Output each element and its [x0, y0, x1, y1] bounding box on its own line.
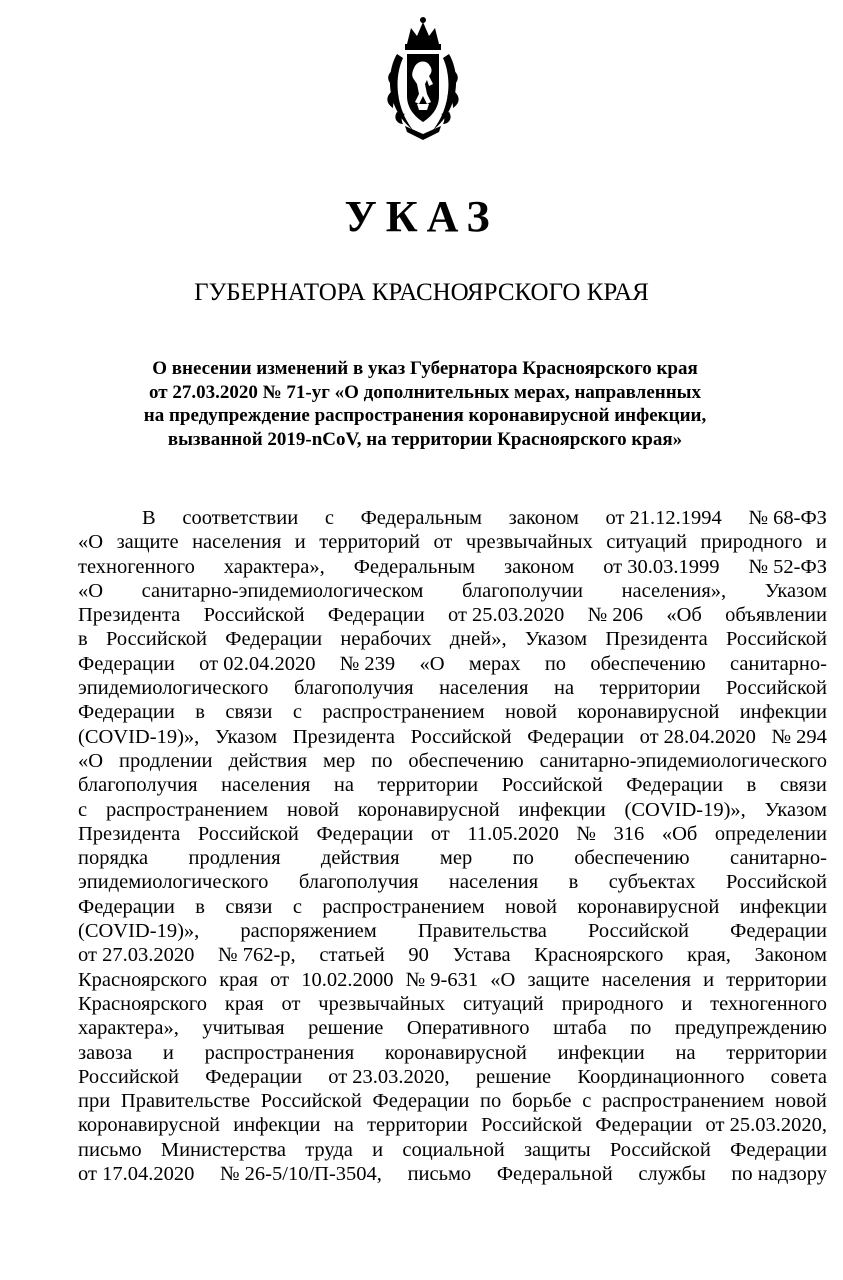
body-line: [78, 943, 827, 967]
body-word: и: [703, 968, 715, 991]
body-word: в: [78, 628, 88, 651]
body-word: Указом: [214, 725, 278, 748]
body-line: [78, 870, 827, 894]
body-word: техногенного: [78, 555, 195, 578]
body-word: Федерации: [78, 701, 175, 724]
body-word: новой: [505, 701, 557, 724]
body-word: (COVID-19)»,: [624, 798, 746, 821]
body-word: № 294: [771, 725, 827, 748]
body-word: объявлении: [725, 604, 827, 627]
body-word: письмо: [78, 1138, 142, 1161]
body-word: от 21.12.1994: [605, 507, 722, 529]
body-line: [78, 700, 827, 724]
body-word: по: [371, 749, 393, 772]
body-word: Российской: [725, 871, 827, 894]
body-word: «О: [78, 579, 104, 602]
body-word: Красноярского: [78, 968, 208, 991]
body-line: [78, 1041, 827, 1065]
body-word: техногенного: [710, 992, 827, 1015]
body-line: [78, 1016, 827, 1040]
body-word: соответствии: [182, 507, 299, 529]
body-line: [78, 579, 827, 603]
body-word: от 28.04.2020: [639, 725, 756, 748]
body-word: продлении: [118, 749, 213, 772]
body-word: Президента: [78, 822, 181, 845]
body-word: от: [270, 968, 290, 991]
body-word: Российской: [587, 920, 690, 943]
body-word: Федерации: [372, 1090, 470, 1113]
body-word: обеспечению: [408, 749, 524, 772]
body-word: от 17.04.2020: [78, 1163, 195, 1186]
body-word: населения: [221, 774, 311, 797]
body-line: [78, 676, 827, 700]
body-word: № 52-ФЗ: [748, 555, 827, 578]
body-word: предупреждению: [674, 1017, 827, 1040]
body-word: от: [430, 822, 450, 845]
body-word: (COVID-19)»,: [78, 725, 200, 748]
body-word: территории: [726, 968, 827, 991]
body-line: [78, 968, 827, 992]
body-word: с: [582, 1090, 592, 1113]
body-word: Указом: [764, 798, 827, 821]
subject-line: от 27.03.2020 № 71-уг «О дополнительных мерах, направленных: [148, 381, 701, 403]
body-word: Указом: [764, 579, 827, 602]
body-word: коронавирусной: [577, 895, 720, 918]
body-word: Федерации: [327, 604, 425, 627]
body-word: инфекции: [557, 1041, 645, 1064]
body-word: благополучии: [461, 579, 584, 602]
body-word: обеспечению: [590, 652, 706, 675]
body-word: Федерации: [626, 774, 724, 797]
body-word: Федерации: [78, 652, 175, 675]
body-word: Российской: [501, 774, 603, 797]
body-word: решение: [475, 1065, 552, 1088]
body-word: благополучия: [298, 871, 419, 894]
krasnoyarsk-coat-of-arms-icon: [383, 14, 463, 142]
body-word: и: [681, 992, 693, 1015]
body-word: Российской: [197, 822, 299, 845]
body-word: № 68-ФЗ: [748, 507, 827, 529]
body-word: Президента: [292, 725, 395, 748]
body-word: и: [372, 1138, 384, 1161]
body-word: эпидемиологического: [78, 871, 269, 894]
body-word: по: [544, 652, 567, 675]
body-line: [78, 1089, 827, 1113]
body-word: распоряжением: [240, 920, 377, 943]
body-word: населения: [601, 968, 691, 991]
body-word: и: [162, 1041, 174, 1064]
body-word: с: [78, 798, 88, 821]
body-word: нерабочих: [340, 628, 432, 651]
body-word: Российской: [203, 604, 305, 627]
body-word: распространением: [322, 701, 485, 724]
body-word: на: [675, 1041, 696, 1064]
body-word: завоза: [78, 1041, 133, 1064]
body-word: № 762-р,: [218, 944, 296, 967]
body-word: инфекции: [739, 701, 827, 724]
body-word: Российской: [609, 1138, 711, 1161]
body-word: с: [292, 895, 302, 918]
body-word: мерах: [468, 652, 521, 675]
body-word: населения: [448, 871, 539, 894]
body-line: [78, 749, 827, 773]
body-word: населения»,: [621, 579, 727, 602]
body-word: благополучия: [78, 774, 198, 797]
body-word: (COVID-19)»,: [78, 920, 200, 943]
body-word: защиты: [523, 1138, 591, 1161]
body-word: 10.02.2000: [301, 968, 394, 991]
body-word: с: [324, 507, 334, 529]
body-word: с: [292, 701, 302, 724]
body-word: законом: [504, 555, 575, 578]
body-line: [78, 992, 827, 1016]
body-word: и: [815, 531, 827, 554]
body-word: по: [630, 1017, 652, 1040]
body-word: коронавирусной: [357, 798, 500, 821]
body-word: на: [553, 677, 575, 700]
body-line: [78, 773, 827, 797]
body-word: действия: [320, 847, 400, 870]
body-word: учитывая: [202, 1017, 285, 1040]
body-word: Российской: [481, 1114, 583, 1137]
body-line: [78, 1065, 827, 1089]
body-word: в: [195, 895, 205, 918]
body-line: [78, 1138, 827, 1162]
body-word: Президента: [605, 628, 708, 651]
body-word: социальной: [402, 1138, 505, 1161]
body-word: Красноярского: [78, 992, 208, 1015]
body-word: ситуаций: [606, 531, 687, 554]
body-word: совета: [770, 1065, 827, 1088]
body-word: защите: [116, 531, 179, 554]
body-word: связи: [225, 895, 273, 918]
body-word: коронавирусной: [384, 1041, 527, 1064]
body-word: распространения: [204, 1041, 355, 1064]
body-word: от: [433, 531, 453, 554]
body-word: обеспечению: [574, 847, 690, 870]
body-line: [78, 603, 827, 627]
body-word: Российской: [725, 677, 827, 700]
body-word: субъектах: [608, 871, 696, 894]
body-word: Президента: [78, 604, 181, 627]
body-word: характера»,: [78, 1017, 179, 1040]
body-word: Федерации: [225, 628, 323, 651]
document-body: [78, 506, 827, 1186]
body-word: штаба: [553, 1017, 607, 1040]
body-word: Федерации: [527, 725, 625, 748]
subject-line: на предупреждение распространения коронавирусной инфекции,: [143, 405, 707, 426]
body-line: [78, 555, 827, 579]
body-word: Федерации: [316, 822, 414, 845]
body-line: [78, 652, 827, 676]
body-line: [78, 846, 827, 870]
body-word: 316: [613, 822, 645, 845]
body-word: определении: [714, 822, 827, 845]
body-word: природного: [561, 992, 664, 1015]
body-word: по надзору: [731, 1163, 827, 1186]
body-word: населения: [439, 677, 529, 700]
body-word: эпидемиологического: [78, 677, 269, 700]
body-word: в: [568, 871, 579, 894]
body-word: продления: [188, 847, 281, 870]
body-line: [78, 919, 827, 943]
body-word: письмо: [407, 1163, 472, 1186]
document-subject: [80, 357, 770, 451]
body-word: благополучия: [294, 677, 414, 700]
body-word: по: [512, 847, 534, 870]
body-word: труда: [305, 1138, 353, 1161]
body-word: от 27.03.2020: [78, 944, 195, 967]
body-word: чрезвычайных: [318, 992, 446, 1015]
body-word: действия: [228, 749, 308, 772]
body-word: Федеральным: [360, 507, 482, 529]
body-word: решение: [308, 1017, 384, 1040]
body-word: Федерации: [595, 1114, 693, 1137]
body-word: распространением: [105, 798, 269, 821]
body-word: Федерации: [205, 1065, 303, 1088]
body-word: на: [333, 1114, 354, 1137]
body-word: Федеральной: [496, 1163, 613, 1186]
body-word: при: [78, 1090, 111, 1113]
body-word: Федерации: [730, 920, 827, 943]
body-word: коронавирусной: [577, 701, 720, 724]
body-word: природного: [700, 531, 803, 554]
body-word: Российской: [105, 628, 207, 651]
body-line: [78, 725, 827, 749]
body-word: защите: [527, 968, 590, 991]
body-word: санитарно-эпидемиологическом: [141, 579, 424, 602]
body-word: от 30.03.1999: [603, 555, 720, 578]
body-word: законом: [508, 507, 579, 529]
body-word: Российской: [78, 1065, 180, 1088]
body-word: территории: [599, 677, 701, 700]
body-word: территории: [726, 1041, 827, 1064]
body-word: новой: [505, 895, 557, 918]
body-word: Красноярского: [534, 944, 664, 967]
issuer-title: ГУБЕРНАТОРА КРАСНОЯРСКОГО КРАЯ: [194, 279, 649, 306]
subject-line: вызванной 2019-nCoV, на территории Красноярского края»: [167, 428, 683, 450]
body-word: санитарно-: [730, 847, 827, 870]
body-word: распространением: [602, 1090, 765, 1113]
body-word: «О: [78, 531, 104, 554]
body-line: [78, 506, 827, 530]
body-line: [78, 895, 827, 919]
body-word: порядка: [78, 847, 149, 870]
body-word: «О: [490, 968, 516, 991]
body-line: [78, 822, 827, 846]
body-word: Оперативного: [406, 1017, 530, 1040]
body-word: В: [142, 507, 156, 529]
body-word: территорий: [319, 531, 420, 554]
body-word: «О: [78, 749, 104, 772]
body-word: от 25.03.2020,: [705, 1114, 827, 1137]
body-word: края: [224, 992, 264, 1015]
body-word: от: [281, 992, 301, 1015]
body-word: Министерства: [160, 1138, 286, 1161]
body-word: в: [746, 774, 757, 797]
body-word: Координационного: [577, 1065, 745, 1088]
body-word: распространением: [322, 895, 485, 918]
body-word: Указом: [524, 628, 588, 651]
body-word: и: [294, 531, 306, 554]
body-word: коронавирусной: [78, 1114, 220, 1137]
body-word: инфекции: [518, 798, 606, 821]
body-word: территории: [377, 774, 479, 797]
body-word: края: [219, 968, 258, 991]
body-word: №: [576, 822, 596, 845]
body-word: Российской: [260, 1090, 362, 1113]
body-word: территории: [367, 1114, 468, 1137]
body-word: № 206: [587, 604, 644, 627]
body-word: связи: [225, 701, 273, 724]
body-word: борьбе: [511, 1090, 572, 1113]
body-word: характера»,: [223, 555, 325, 578]
subject-line: О внесении изменений в указ Губернатора Красноярского края: [152, 358, 698, 379]
body-word: на: [333, 774, 354, 797]
body-line: [78, 1113, 827, 1137]
body-word: Федерации: [730, 1138, 827, 1161]
body-word: «Об: [661, 822, 698, 845]
body-word: № 26-5/10/П-3504,: [219, 1163, 382, 1186]
body-line: [78, 798, 827, 822]
body-word: в: [195, 701, 205, 724]
body-word: дней»,: [449, 628, 507, 651]
body-word: «О: [419, 652, 445, 675]
body-word: от 23.03.2020,: [328, 1065, 450, 1088]
body-word: связи: [779, 774, 827, 797]
body-word: края,: [687, 944, 731, 967]
body-word: чрезвычайных: [465, 531, 593, 554]
body-word: службы: [638, 1163, 706, 1186]
body-word: новой: [286, 798, 339, 821]
body-line: [78, 1162, 827, 1186]
body-word: ситуаций: [462, 992, 544, 1015]
document-type-title: УКАЗ: [344, 192, 499, 241]
body-word: Российской: [725, 628, 827, 651]
body-word: Законом: [754, 944, 827, 967]
body-word: санитарно-: [729, 652, 827, 675]
body-word: 11.05.2020: [467, 822, 559, 845]
body-word: от 25.03.2020: [447, 604, 565, 627]
body-word: Российской: [410, 725, 512, 748]
body-word: Правительства: [417, 920, 547, 943]
body-line: [78, 530, 827, 554]
body-word: статьей: [319, 944, 385, 967]
body-word: от 02.04.2020: [199, 652, 316, 675]
body-word: № 239: [339, 652, 396, 675]
body-word: 90: [408, 944, 429, 967]
body-word: мер: [322, 749, 356, 772]
body-word: инфекции: [739, 895, 827, 918]
body-line: [78, 627, 827, 651]
body-word: новой: [774, 1090, 827, 1113]
body-word: инфекции: [233, 1114, 321, 1137]
body-word: мер: [439, 847, 473, 870]
body-word: № 9-631: [405, 968, 479, 991]
body-word: населения: [192, 531, 282, 554]
body-word: Федеральным: [353, 555, 476, 578]
body-word: Устава: [452, 944, 511, 967]
body-word: Федерации: [78, 895, 175, 918]
body-word: по: [480, 1090, 502, 1113]
body-word: «Об: [666, 604, 702, 627]
body-word: Правительстве: [120, 1090, 251, 1113]
body-word: санитарно-эпидемиологического: [539, 749, 827, 772]
